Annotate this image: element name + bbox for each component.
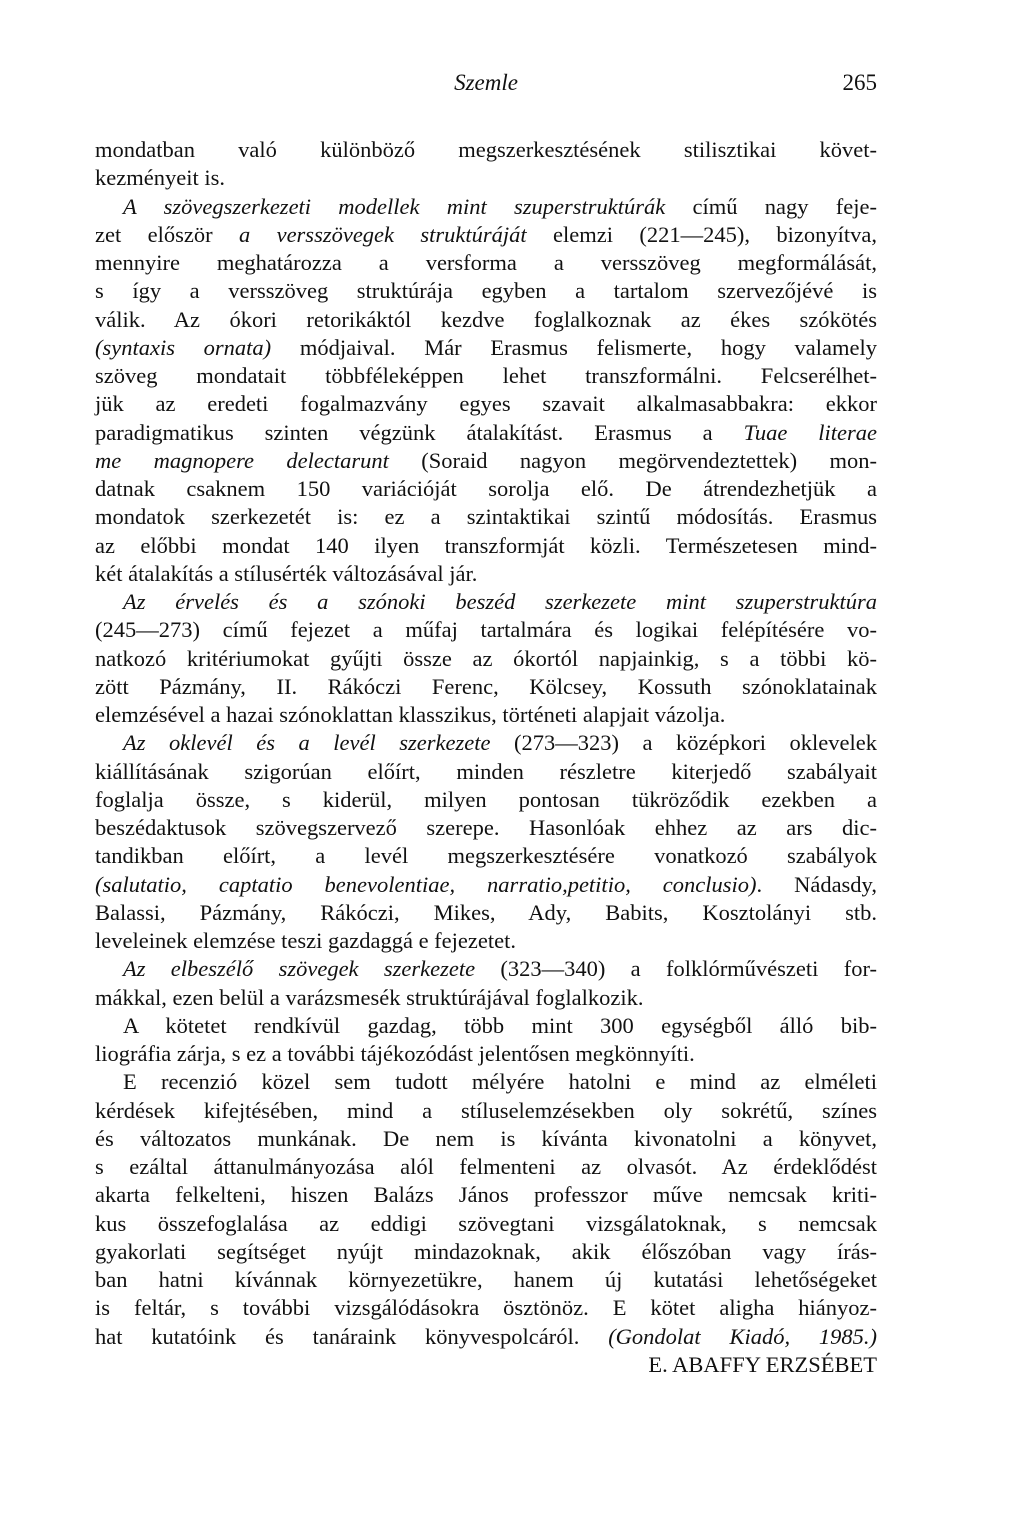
text-run: (273—323) a középkori oklevelek bbox=[490, 730, 877, 756]
text-line: Balassi, Pázmány, Rákóczi, Mikes, Ady, Babits, Kosztolányi stb. bbox=[95, 899, 877, 925]
text-line: válik. Az ókori retorikáktól kezdve foglalkoznak az ékes szókötés bbox=[95, 306, 877, 332]
text-line: A kötetet rendkívül gazdag, több mint 300 egységből álló bib- bbox=[123, 1012, 877, 1038]
text-line bbox=[95, 221, 877, 249]
text-line: tandikban előírt, a levél megszerkesztésére vonatkozó szabályok bbox=[95, 843, 877, 869]
text-line: ban hatni kívánnak környezetükre, hanem új kutatási lehetőségeket bbox=[95, 1267, 877, 1292]
text-line: zött Pázmány, II. Rákóczi Ferenc, Kölcsey, Kossuth szónoklatainak bbox=[95, 673, 877, 699]
text-line: és változatos munkának. De nem is kívánta kivonatolni a könyvet, bbox=[95, 1125, 877, 1151]
text-line: mondatok szerkezetét is: ez a szintaktikai szintű módosítás. Erasmus bbox=[95, 504, 877, 530]
review-text bbox=[95, 136, 877, 1379]
text-line: mondatban való különböző megszerkesztésének stilisztikai követ- bbox=[95, 137, 877, 162]
italic-phrase: a versszövegek struktúráját bbox=[238, 221, 527, 247]
text-line: s így a versszöveg struktúrája egyben a tartalom szervezőjévé is bbox=[95, 278, 877, 304]
text-line bbox=[95, 334, 877, 362]
text-line: leveleinek elemzése teszi gazdaggá e fejezetet. bbox=[95, 928, 516, 953]
text-line: gyakorlati segítséget nyújt mindazoknak, akik élőszóban vagy írás- bbox=[95, 1238, 877, 1264]
italic-phrase: me magnopere delectarunt bbox=[95, 447, 389, 473]
text-line: natkozó kritériumokat gyűjti össze az ókortól napjainkig, s a többi kö- bbox=[95, 645, 877, 671]
text-run: elemzi (221—245), bizonyítva, bbox=[526, 221, 877, 247]
text-line: E recenzió közel sem tudott mélyére hatolni e mind az elméleti bbox=[123, 1069, 877, 1095]
page-number: 265 bbox=[842, 70, 877, 95]
text-run: paradigmatikus szinten végzünk átalakítást. Erasmus a bbox=[95, 419, 744, 445]
chapter-title: Az érvelés és a szónoki beszéd szerkezete mint szuperstruktúra bbox=[123, 589, 877, 614]
text-line bbox=[95, 1323, 877, 1351]
publication-info: (Gondolat Kiadó, 1985.) bbox=[608, 1323, 877, 1349]
text-line: elemzésével a hazai szónoklattan klasszikus, történeti alapjait vázolja. bbox=[95, 702, 726, 727]
text-line: datnak csaknem 150 variációját sorolja elő. De átrendezhetjük a bbox=[95, 476, 877, 501]
text-line bbox=[95, 955, 877, 983]
text-run: . Nádasdy, bbox=[756, 871, 877, 897]
page-header bbox=[95, 70, 877, 104]
chapter-title: A szövegszerkezeti modellek mint szuperstruktúrák bbox=[123, 193, 666, 219]
text-line: mennyire meghatározza a versforma a versszöveg megformálását, bbox=[95, 250, 877, 275]
text-run: hat kutatóink és tanáraink könyvespolcáról. bbox=[95, 1323, 609, 1349]
chapter-title: Az elbeszélő szövegek szerkezete bbox=[123, 956, 476, 982]
text-line bbox=[95, 871, 877, 899]
text-line: kérdések kifejtésében, mind a stíluselemzésekben oly sokrétű, színes bbox=[95, 1097, 877, 1123]
author-signature: E. ABAFFY ERZSÉBET bbox=[648, 1351, 877, 1377]
text-line: kus összefoglalása az eddigi szövegtani vizsgálatoknak, s nemcsak bbox=[95, 1210, 877, 1236]
text-line bbox=[95, 447, 877, 475]
text-line: kiállításának szigorúan előírt, minden részletre kiterjedő szabályait bbox=[95, 758, 877, 784]
text-run: (Soraid nagyon megörvendeztettek) mon- bbox=[388, 447, 877, 473]
italic-phrase: (syntaxis ornata) bbox=[95, 334, 272, 360]
text-line: s ezáltal áttanulmányozása alól felmenteni az olvasót. Az érdeklődést bbox=[95, 1154, 877, 1179]
text-line: is feltár, s további vizsgálódásokra ösztönöz. E kötet aligha hiányoz- bbox=[95, 1295, 877, 1321]
text-line: az előbbi mondat 140 ilyen transzformját közli. Természetesen mind- bbox=[95, 532, 877, 558]
text-line: két átalakítás a stílusérték változásával jár. bbox=[95, 560, 478, 586]
text-run: zet először bbox=[95, 221, 239, 247]
text-line: szöveg mondatait többféleképpen lehet transzformálni. Felcserélhet- bbox=[95, 363, 877, 388]
text-line: mákkal, ezen belül a varázsmesék struktúrájával foglalkozik. bbox=[95, 984, 644, 1010]
text-line bbox=[95, 729, 877, 757]
italic-phrase: (salutatio, captatio benevolentiae, narratio,petitio, conclusio) bbox=[95, 871, 757, 897]
text-line bbox=[95, 193, 877, 221]
text-line bbox=[95, 419, 877, 447]
text-line: foglalja össze, s kiderül, milyen pontosan tükröződik ezekben a bbox=[95, 786, 877, 812]
chapter-title: Az oklevél és a levél szerkezete bbox=[123, 730, 491, 756]
italic-phrase: Tuae literae bbox=[743, 419, 877, 445]
text-line: (245—273) című fejezet a műfaj tartalmára és logikai felépítésére vo- bbox=[95, 617, 877, 643]
text-run: módjaival. Már Erasmus felismerte, hogy valamely bbox=[271, 334, 877, 360]
text-run: című nagy feje- bbox=[665, 193, 878, 219]
running-title: Szemle bbox=[454, 70, 518, 95]
text-line: liográfia zárja, s ez a további tájékozódást jelentősen megkönnyíti. bbox=[95, 1041, 695, 1066]
text-line: kezményeit is. bbox=[95, 165, 225, 191]
text-run: (323—340) a folklórművészeti for- bbox=[475, 956, 877, 982]
text-line: beszédaktusok szövegszervező szerepe. Hasonlóak ehhez az ars dic- bbox=[95, 815, 877, 840]
text-line: akarta felkelteni, hiszen Balázs János professzor műve nemcsak kriti- bbox=[95, 1182, 877, 1208]
text-line: jük az eredeti fogalmazvány egyes szavait alkalmasabbakra: ekkor bbox=[95, 391, 877, 417]
